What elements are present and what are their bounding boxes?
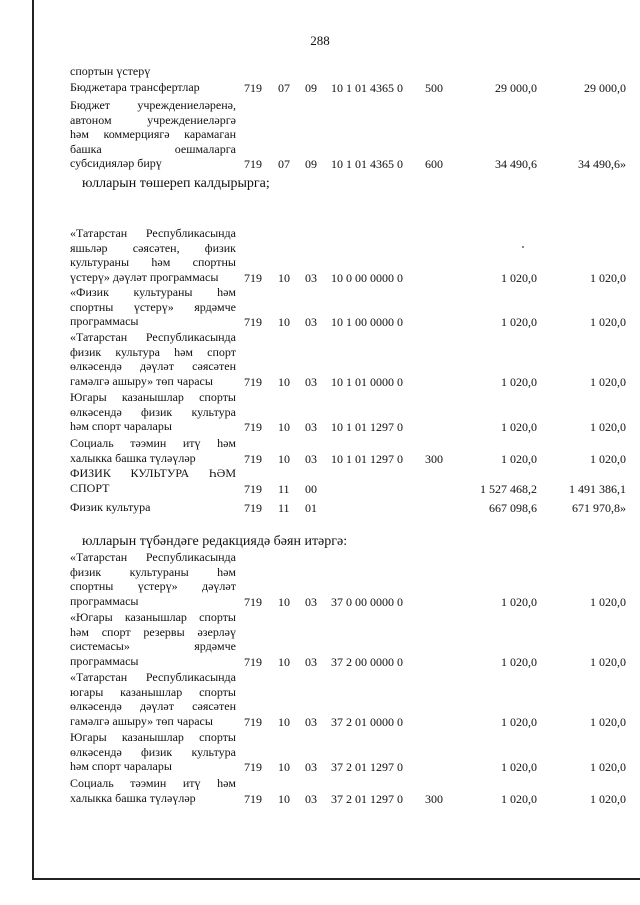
target-article-code: 37 2 01 1297 0 <box>331 760 403 774</box>
expense-type-code: 300 <box>425 451 443 466</box>
subsection-code: 03 <box>305 315 317 329</box>
target-article-code: 10 1 01 0000 0 <box>331 374 403 389</box>
row-description-line: өлкәсендә дәүләт сәясәтен <box>70 699 236 713</box>
row-description <box>70 80 236 95</box>
row-description <box>70 330 236 388</box>
section-code: 10 <box>278 791 290 806</box>
amount-2017: 1 020,0 <box>501 315 537 329</box>
row-description-line: өлкәсендә физик культура <box>70 404 236 419</box>
row-description-line: культураны һәм спортны <box>70 255 236 269</box>
target-article-code: 37 2 00 0000 0 <box>331 654 403 669</box>
expense-type-code: 300 <box>425 791 443 806</box>
row-description-line: Югары казанышлар спорты <box>70 390 236 404</box>
row-description-line: өлкәсендә физик культура <box>70 744 236 759</box>
subsection-code: 00 <box>305 481 317 496</box>
ministry-code: 719 <box>244 157 262 171</box>
amount-2018: 1 020,0 <box>590 315 626 329</box>
row-description-line: халыкка башка түләүләр <box>70 790 196 805</box>
ministry-code: 719 <box>244 81 262 95</box>
scan-left-edge <box>32 0 34 880</box>
row-description-line: гамәлгә ашыру» төп чарасы <box>70 713 213 728</box>
row-description <box>70 500 236 515</box>
row-description <box>70 436 236 465</box>
row-description-line: «Татарстан Республикасында <box>70 226 236 240</box>
section-heading-remove: юлларын төшереп калдырырга; <box>82 176 270 191</box>
subsection-code: 03 <box>305 760 317 774</box>
amount-2017: 1 020,0 <box>501 654 537 669</box>
amount-2017: 1 020,0 <box>501 420 537 434</box>
expense-type-code: 600 <box>425 157 443 171</box>
amount-2018: 29 000,0 <box>584 81 626 95</box>
amount-2017: 667 098,6 <box>489 501 537 515</box>
amount-2017: 29 000,0 <box>495 81 537 95</box>
ministry-code: 719 <box>244 760 262 774</box>
amount-2018: 34 490,6» <box>578 157 626 171</box>
row-description <box>70 285 236 329</box>
row-description-line: «Татарстан Республикасында <box>70 670 236 684</box>
row-description-line: программасы <box>70 314 139 328</box>
row-description-line: һәм спорт чаралары <box>70 759 172 773</box>
amount-2018: 1 020,0 <box>590 654 626 669</box>
section-code: 10 <box>278 420 290 434</box>
row-description <box>70 98 236 171</box>
amount-2018: 1 020,0 <box>590 791 626 806</box>
amount-2018: 1 020,0 <box>590 420 626 434</box>
target-article-code: 10 1 01 4365 0 <box>331 81 403 95</box>
row-description-line: Социаль тәэмин итү һәм <box>70 436 236 450</box>
ministry-code: 719 <box>244 451 262 466</box>
amount-2017: 34 490,6 <box>495 157 537 171</box>
amount-2017: 1 020,0 <box>501 791 537 806</box>
section-code: 10 <box>278 594 290 609</box>
row-description-line: югары казанышлар спорты <box>70 684 236 699</box>
row-description-line: Социаль тәэмин итү һәм <box>70 776 236 790</box>
page-number: 288 <box>310 33 330 48</box>
row-description <box>70 670 236 728</box>
target-article-code: 10 1 01 1297 0 <box>331 420 403 434</box>
subsection-code: 09 <box>305 157 317 171</box>
subsection-code: 03 <box>305 420 317 434</box>
subsection-code: 03 <box>305 791 317 806</box>
amount-2018: 1 020,0 <box>590 374 626 389</box>
row-description <box>70 466 236 495</box>
expense-type-code: 500 <box>425 81 443 95</box>
target-article-code: 10 1 01 1297 0 <box>331 451 403 466</box>
row-description-line: спортны үстерү» дәүләт <box>70 579 236 593</box>
row-description-line: спортны үстерү» ярдәмче <box>70 299 236 314</box>
amount-2017: 1 020,0 <box>501 760 537 774</box>
subsection-code: 03 <box>305 654 317 669</box>
row-description-line: үстерү» дәүләт программасы <box>70 269 219 284</box>
row-description-line: һәм спорт резервы әзерләү <box>70 624 236 639</box>
section-code: 10 <box>278 760 290 774</box>
row-description-line: программасы <box>70 593 139 608</box>
amount-2018: 1 491 386,1 <box>569 481 626 496</box>
row-description-line: Физик культура <box>70 500 151 514</box>
amount-2018: 1 020,0 <box>590 714 626 729</box>
section-code: 10 <box>278 654 290 669</box>
row-description-line: «Татарстан Республикасында <box>70 550 236 564</box>
scan-bottom-edge <box>32 878 640 880</box>
target-article-code: 37 2 01 1297 0 <box>331 791 403 806</box>
ministry-code: 719 <box>244 420 262 434</box>
section-code: 07 <box>278 81 290 95</box>
ministry-code: 719 <box>244 270 262 285</box>
ministry-code: 719 <box>244 594 262 609</box>
section-code: 10 <box>278 714 290 729</box>
row-description-line: «Югары казанышлар спорты <box>70 610 236 624</box>
ministry-code: 719 <box>244 481 262 496</box>
row-description-line: системасы» ярдәмче <box>70 639 236 653</box>
row-description <box>70 226 236 284</box>
section-code: 10 <box>278 270 290 285</box>
continuation-line: спортын үстерү <box>70 64 151 78</box>
section-heading-restate: юлларын түбәндәге редакциядә бәян итәргә: <box>82 534 348 549</box>
amount-2018: 1 020,0 <box>590 451 626 466</box>
ministry-code: 719 <box>244 654 262 669</box>
row-description-line: һәм коммерциягә карамаган <box>70 127 236 141</box>
row-description-line: һәм спорт чаралары <box>70 419 172 433</box>
row-description-line: субсидияләр бирү <box>70 156 162 170</box>
row-description-line: Бюджетара трансфертлар <box>70 80 200 94</box>
amount-2017: 1 020,0 <box>501 594 537 609</box>
row-description-line: өлкәсендә дәүләт сәясәтен <box>70 359 236 373</box>
amount-2018: 1 020,0 <box>590 270 626 285</box>
row-description-line: яшьләр сәясәтен, физик <box>70 240 236 255</box>
scan-speck <box>522 246 524 248</box>
row-description-line: СПОРТ <box>70 480 110 495</box>
ministry-code: 719 <box>244 374 262 389</box>
section-code: 07 <box>278 157 290 171</box>
subsection-code: 03 <box>305 451 317 466</box>
row-description-line: «Физик культураны һәм <box>70 285 236 299</box>
row-description-line: автоном учреждениеләргә <box>70 112 236 127</box>
amount-2017: 1 020,0 <box>501 714 537 729</box>
row-description <box>70 550 236 608</box>
row-description-line: ФИЗИК КУЛЬТУРА ҺӘМ <box>70 466 236 480</box>
subsection-code: 03 <box>305 374 317 389</box>
ministry-code: 719 <box>244 315 262 329</box>
row-description-line: Югары казанышлар спорты <box>70 730 236 744</box>
subsection-code: 03 <box>305 714 317 729</box>
amount-2018: 1 020,0 <box>590 760 626 774</box>
amount-2017: 1 020,0 <box>501 451 537 466</box>
row-description-line: халыкка башка түләүләр <box>70 450 196 465</box>
amount-2017: 1 020,0 <box>501 374 537 389</box>
subsection-code: 01 <box>305 501 317 515</box>
ministry-code: 719 <box>244 501 262 515</box>
row-description-line: программасы <box>70 653 139 668</box>
section-code: 10 <box>278 315 290 329</box>
target-article-code: 37 2 01 0000 0 <box>331 714 403 729</box>
row-description <box>70 390 236 434</box>
section-code: 11 <box>278 481 290 496</box>
row-description-line: гамәлгә ашыру» төп чарасы <box>70 373 213 388</box>
row-description-line: физик культураны һәм <box>70 564 236 579</box>
row-description-line: физик культура һәм спорт <box>70 344 236 359</box>
section-code: 11 <box>278 501 290 515</box>
amount-2018: 671 970,8» <box>572 501 626 515</box>
ministry-code: 719 <box>244 791 262 806</box>
amount-2017: 1 527 468,2 <box>480 481 537 496</box>
target-article-code: 10 1 01 4365 0 <box>331 157 403 171</box>
ministry-code: 719 <box>244 714 262 729</box>
target-article-code: 37 0 00 0000 0 <box>331 594 403 609</box>
subsection-code: 03 <box>305 270 317 285</box>
section-code: 10 <box>278 374 290 389</box>
target-article-code: 10 1 00 0000 0 <box>331 315 403 329</box>
amount-2017: 1 020,0 <box>501 270 537 285</box>
row-description-line: башка оешмаларга <box>70 141 236 156</box>
row-description <box>70 730 236 774</box>
row-description <box>70 776 236 805</box>
subsection-code: 09 <box>305 81 317 95</box>
section-code: 10 <box>278 451 290 466</box>
target-article-code: 10 0 00 0000 0 <box>331 270 403 285</box>
amount-2018: 1 020,0 <box>590 594 626 609</box>
row-description-line: Бюджет учреждениеләренә, <box>70 98 236 112</box>
subsection-code: 03 <box>305 594 317 609</box>
row-description <box>70 610 236 668</box>
row-description-line: «Татарстан Республикасында <box>70 330 236 344</box>
